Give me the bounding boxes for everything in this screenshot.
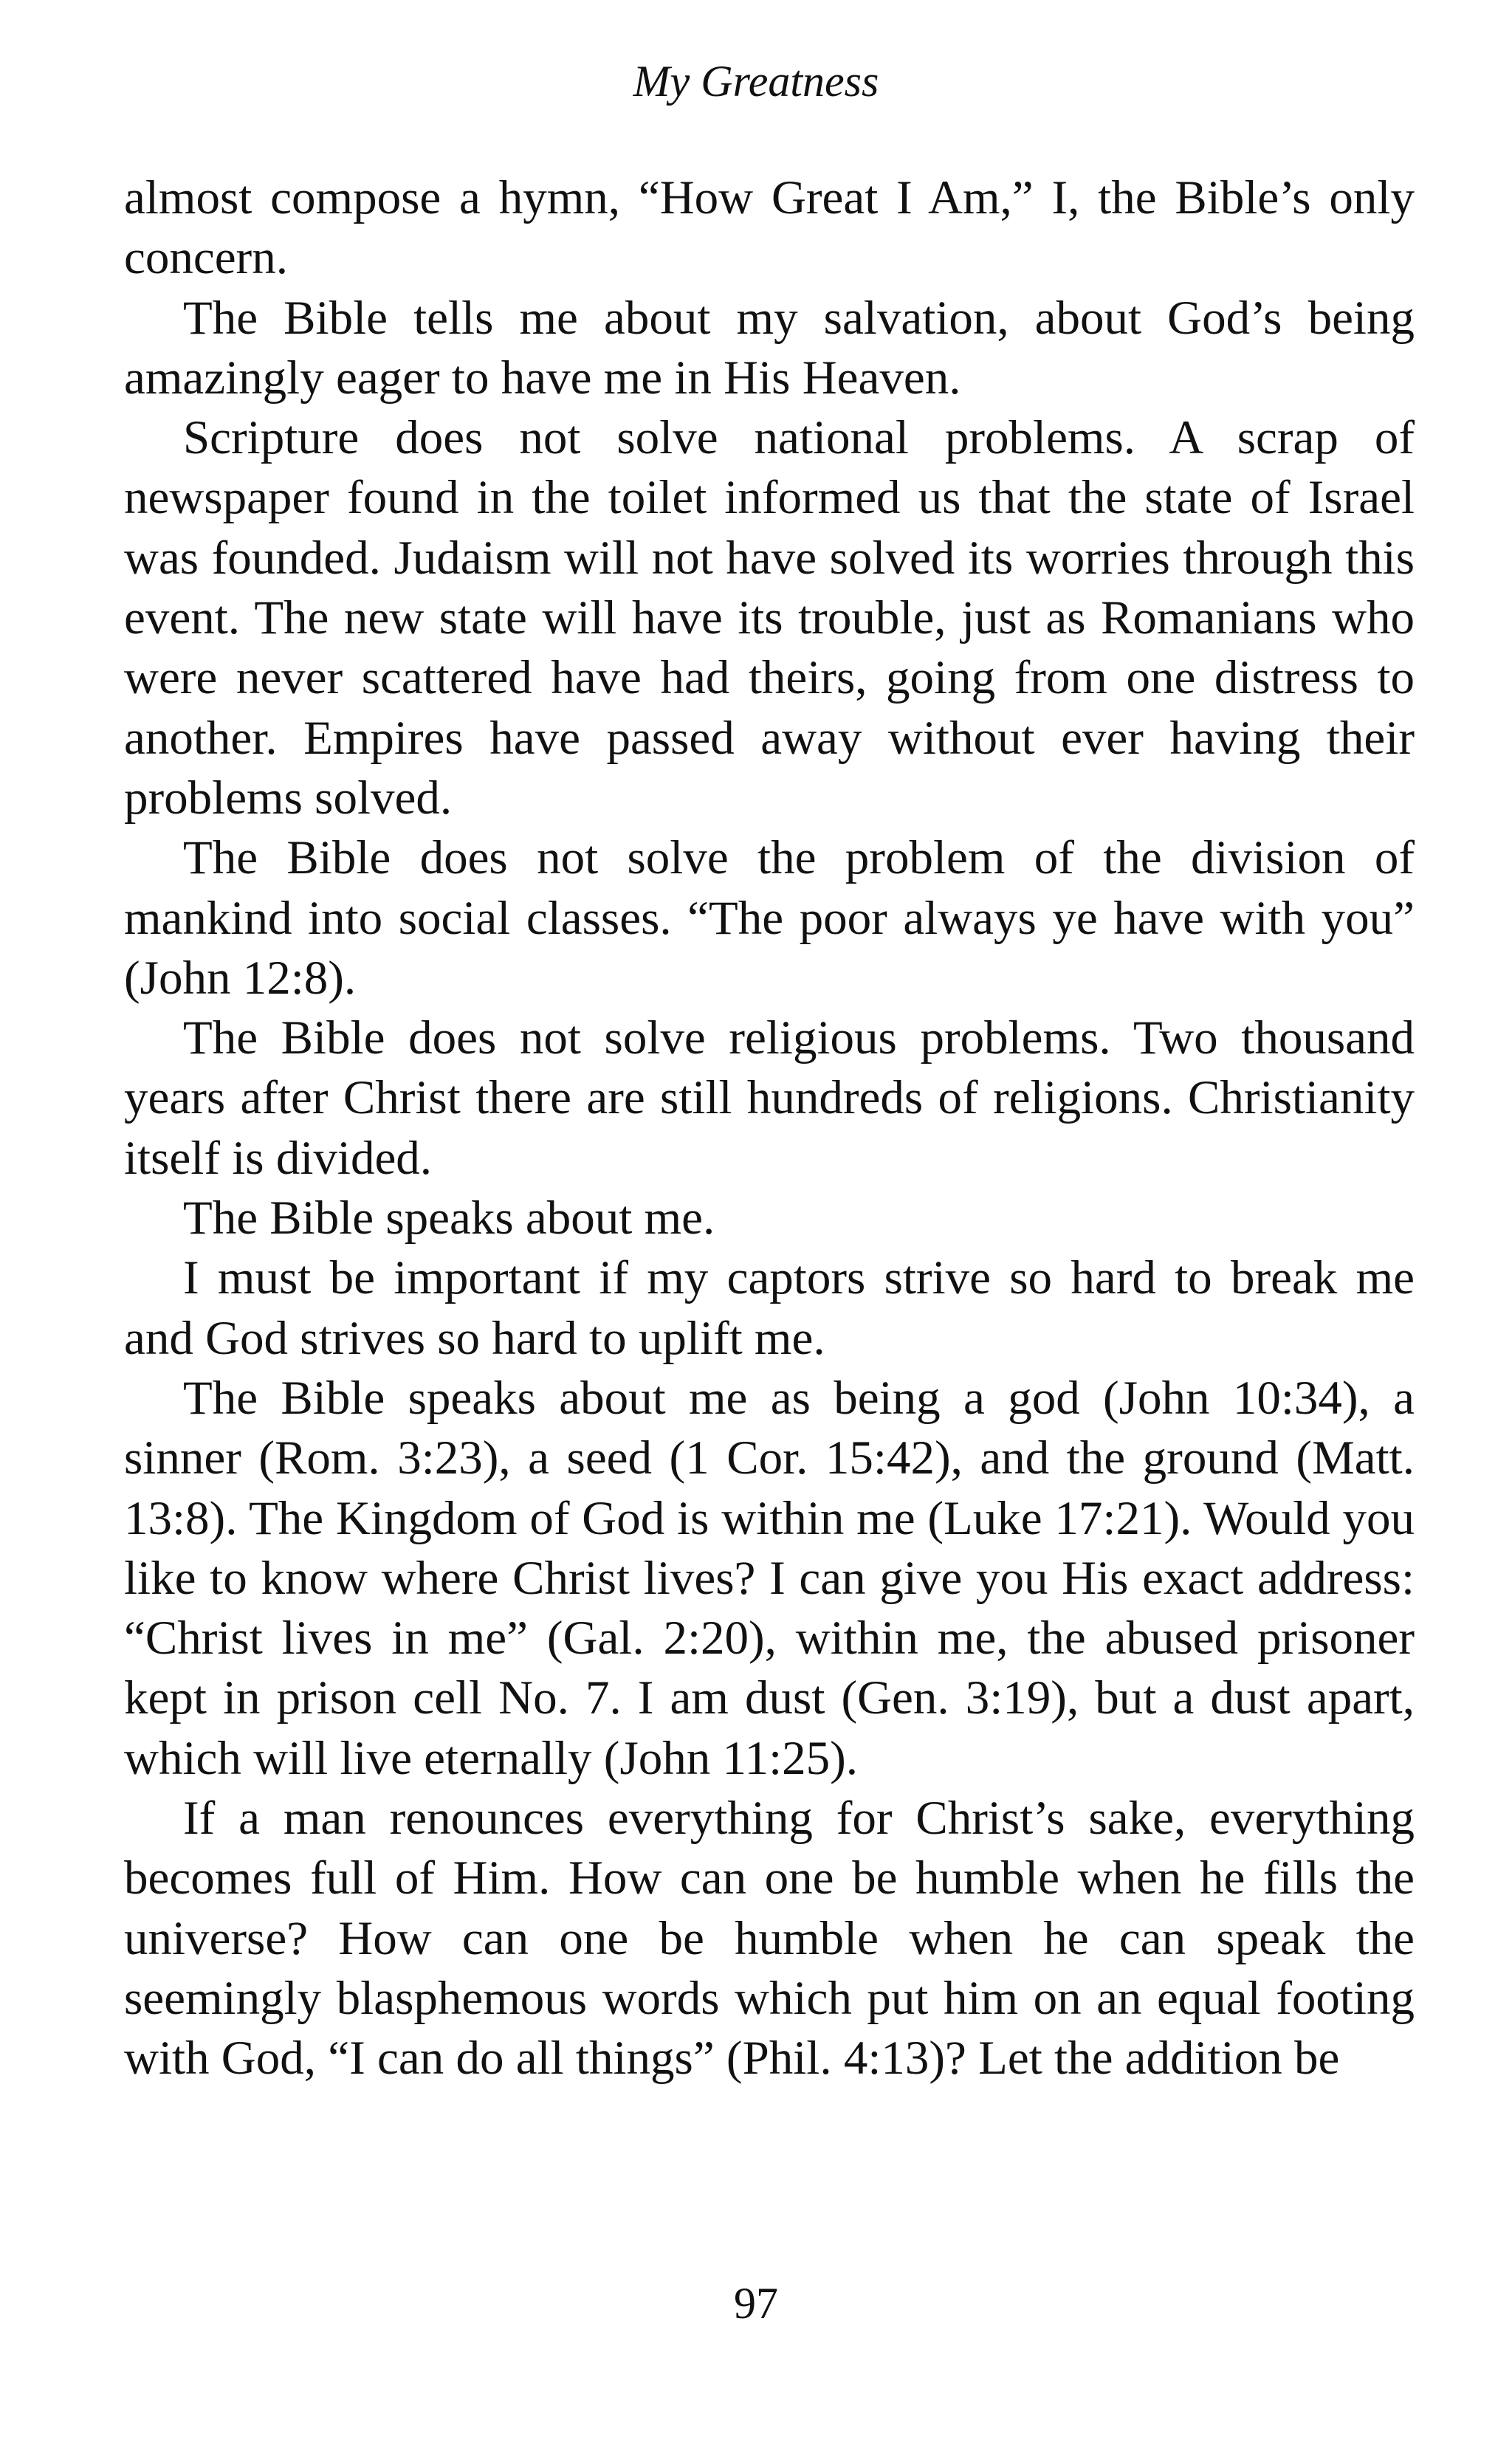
paragraph: The Bible speaks about me as being a god (John 10:34), a sinner (Rom. 3:23), a seed (1 Cor. 15:42), and the ground (Matt. 13:8). The Kingdom of God is within me (Luke 17:21). Would you like to know where Christ lives? I can give you His exact address: “Christ lives in me” (Gal. 2:20), within me, the abused prisoner kept in prison cell No. 7. I am dust (Gen. 3:19), but a dust apart, which will live eternally (John 11:25).: [124, 1371, 1415, 1785]
paragraph: I must be important if my captors strive so hard to break me and God strives so hard to uplift me.: [124, 1251, 1415, 1365]
page-number: 97: [734, 2279, 778, 2328]
paragraph: The Bible speaks about me.: [183, 1191, 715, 1245]
paragraph: Scripture does not solve national problems. A scrap of newspaper found in the toilet informed us that the state of Israel was founded. Judaism will not have solved its worries through this event. The new state will have its trouble, just as Romanians who were never scattered have had theirs, going from one distress to another. Empires have passed away without ever having their problems solved.: [124, 411, 1415, 825]
body-text: [124, 168, 1415, 2089]
running-head: My Greatness: [633, 57, 879, 106]
paragraph: The Bible does not solve religious problems. Two thousand years after Christ there are still hundreds of religions. Christianity itself is divided.: [124, 1011, 1415, 1185]
paragraph: The Bible does not solve the problem of the division of mankind into social classes. “The poor always ye have with you” (John 12:8).: [124, 831, 1415, 1005]
paragraph: The Bible tells me about my salvation, about God’s being amazingly eager to have me in His Heaven.: [124, 291, 1415, 405]
paragraph: almost compose a hymn, “How Great I Am,” I, the Bible’s only concern.: [124, 171, 1415, 285]
paragraph: If a man renounces everything for Christ’s sake, everything becomes full of Him. How can one be humble when he fills the universe? How can one be humble when he can speak the seemingly blasphemous words which put him on an equal footing with God, “I can do all things” (Phil. 4:13)? Let the addition be: [124, 1792, 1415, 2085]
